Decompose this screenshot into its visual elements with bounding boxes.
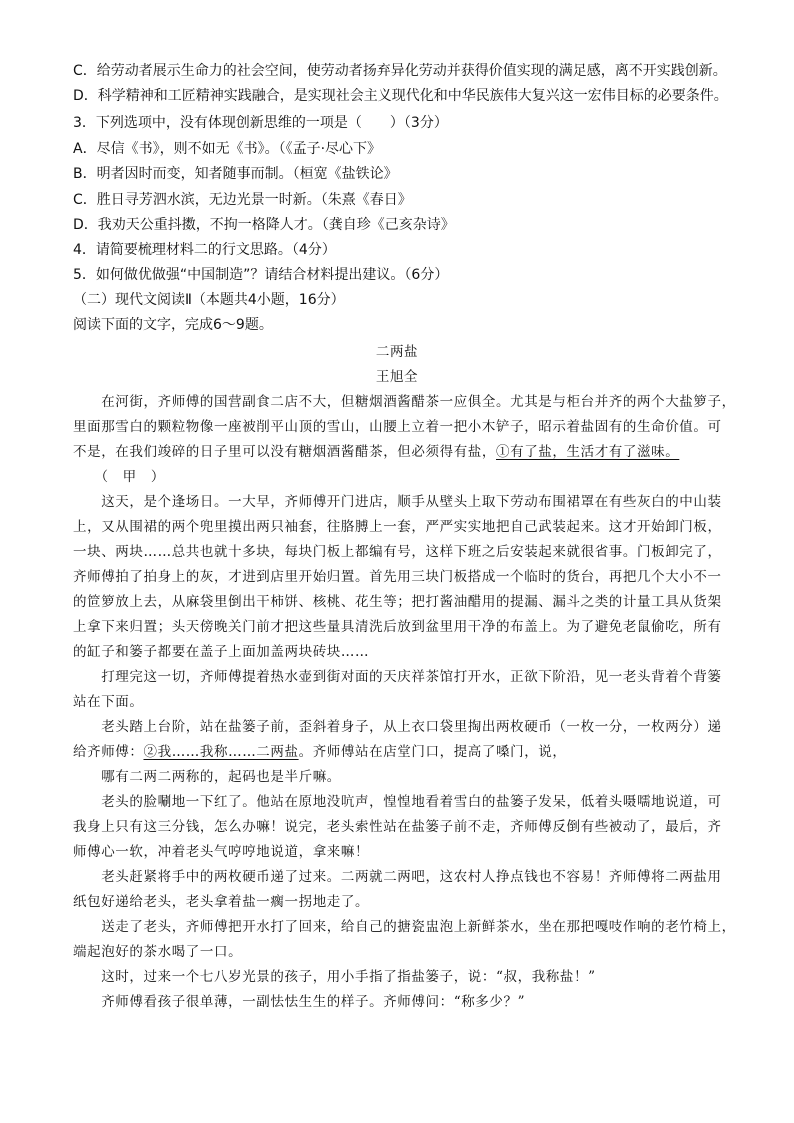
question-5: 5．如何做优做强“中国制造”？请结合材料提出建议。（6分） xyxy=(73,267,449,283)
paragraph-line: 端起泡好的茶水喝了一口。 xyxy=(73,944,243,960)
story-title: 二两盐 xyxy=(375,344,419,360)
section-heading: （二）现代文阅读Ⅱ（本题共4小题，16分） xyxy=(73,292,345,308)
paragraph-line: 师傅心一软，冲着老头气哼哼地说道，拿来嘛！ xyxy=(73,844,370,860)
reading-instruction: 阅读下面的文字，完成6～9题。 xyxy=(73,317,273,333)
question-3: 3．下列选项中，没有体现创新思维的一项是（ ）（3分） xyxy=(73,115,448,131)
paragraph-line: 里面那雪白的颗粒物像一座被削平山顶的雪山，山腰上立着一把小木铲子，昭示着盐固有的生命价值。可 xyxy=(73,419,722,435)
question-3-option-d: D．我劝天公重抖擞，不拘一格降人才。（龚自珍《己亥杂诗》 xyxy=(73,217,455,233)
story-author: 王旭全 xyxy=(375,369,419,385)
paragraph-text: 给齐师傅： xyxy=(73,744,144,760)
paragraph-line xyxy=(73,443,723,461)
paragraph-line: 上，又从围裙的两个兜里摸出两只袖套，往胳膊上一套，严严实实地把自己武装起来。这才开始卸门板， xyxy=(73,519,722,535)
paragraph-line: 纸包好递给老头，老头拿着盐一瘸一拐地走了。 xyxy=(73,894,370,910)
paragraph-line xyxy=(73,743,723,761)
underlined-sentence-2: ②我……我称……二两盐 xyxy=(143,744,299,760)
paragraph-line: 这时，过来一个七八岁光景的孩子，用小手指了指盐篓子，说：“叔，我称盐！” xyxy=(73,969,596,985)
paragraph-line: 的笸箩放上去，从麻袋里倒出干柿饼、核桃、花生等；把打酱油醋用的提漏、漏斗之类的计量工具从货架 xyxy=(73,594,722,610)
paragraph-line: 齐师傅拍了拍身上的灰，才进到店里开始归置。首先用三块门板搭成一个临时的货台，再把几个大小不一 xyxy=(73,569,722,585)
question-3-option-b: B．明者因时而变，知者随事而制。（桓宽《盐铁论》 xyxy=(73,166,398,182)
paragraph-line: 老头的脸唰地一下红了。他站在原地没吭声，惶惶地看着雪白的盐篓子发呆，低着头嗫嚅地说道，可 xyxy=(73,794,722,810)
paragraph-line: 上拿下来归置；头天傍晚关门前才把这些量具清洗后放到盆里用干净的布盖上。为了避免老鼠偷吃，所有 xyxy=(73,619,722,635)
paragraph-line: 打理完这一切，齐师傅提着热水壶到街对面的天庆祥茶馆打开水，正欲下阶沿，见一老头背着个背篓 xyxy=(73,669,722,685)
option-c: C．给劳动者展示生命力的社会空间，使劳动者扬弃异化劳动并获得价值实现的满足感，离不开实践创新。 xyxy=(73,63,727,79)
paragraph-line: 哪有二两二两称的，起码也是半斤嘛。 xyxy=(73,769,341,785)
paragraph-line: 老头赶紧将手中的两枚硬币递了过来。二两就二两吧，这农村人挣点钱也不容易！齐师傅将二两盐用 xyxy=(73,869,722,885)
paragraph-text: 。齐师傅站在店堂门口，提高了嗓门，说， xyxy=(298,744,567,760)
paragraph-line: 老头踏上台阶，站在盐篓子前，歪斜着身子，从上衣口袋里掏出两枚硬币（一枚一分，一枚两分）递 xyxy=(73,719,722,735)
paragraph-text: 不是，在我们竣碎的日子里可以没有糖烟酒酱醋茶，但必须得有盐， xyxy=(73,444,496,460)
paragraph-line: 站在下面。 xyxy=(73,694,144,710)
question-4: 4．请简要梳理材料二的行文思路。（4分） xyxy=(73,242,336,258)
question-3-option-c: C．胜日寻芳泗水滨，无边光景一时新。（朱熹《春日》 xyxy=(73,192,412,208)
paragraph-line: 送走了老头，齐师傅把开水打了回来，给自己的搪瓷盅泡上新鲜茶水，坐在那把嘎吱作响的老竹椅上， xyxy=(73,919,736,935)
option-d: D．科学精神和工匠精神实践融合，是实现社会主义现代化和中华民族伟大复兴这一宏伟目标的必要条件。 xyxy=(73,88,728,104)
paragraph-line: 的缸子和篓子都要在盖子上面加盖两块砖块…… xyxy=(73,644,370,660)
paragraph-line: 在河街，齐师傅的国营副食二店不大，但糖烟酒酱醋茶一应俱全。尤其是与柜台并齐的两个大盐箩子， xyxy=(73,394,736,410)
underlined-sentence-1: ①有了盐，生活才有了滋味。 xyxy=(496,444,680,460)
paragraph-line: 齐师傅看孩子很单薄，一副怯怯生生的样子。齐师傅问：“称多少？” xyxy=(73,994,526,1010)
blank-jia: （ 甲 ） xyxy=(73,469,165,485)
paragraph-line: 这天，是个逢场日。一大早，齐师傅开门进店，顺手从壁头上取下劳动布围裙罩在有些灰白的中山装 xyxy=(73,494,722,510)
question-3-option-a: A．尽信《书》，则不如无《书》。（《孟子·尽心下》 xyxy=(73,141,382,157)
paragraph-line: 我身上只有这三分钱，怎么办嘛！说完，老头索性站在盐篓子前不走，齐师傅反倒有些被动了，最后，齐 xyxy=(73,819,722,835)
paragraph-line: 一块、两块……总共也就十多块，每块门板上都编有号，这样下班之后安装起来就很省事。门板卸完了， xyxy=(73,544,722,560)
